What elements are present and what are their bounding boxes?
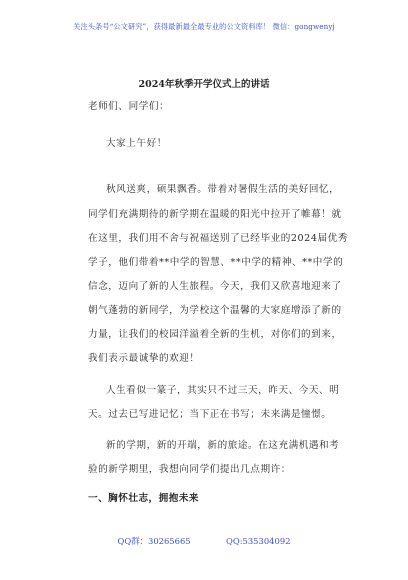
salutation: 大家上午好！ <box>106 138 167 149</box>
paragraph-line: 我们表示最诚挚的欢迎！ <box>88 353 200 364</box>
paragraph-line: 人生看似一篆子，其实只不过三天，昨天、今天、明 <box>106 385 340 396</box>
section-heading: 一、胸怀壮志，拥抱未来 <box>88 493 200 504</box>
paragraph-line: 同学们充满期待的新学期在温暖的阳光中拉开了帷幕！就 <box>88 209 342 220</box>
paragraph-line: 验的新学期里，我想向同学们提出几点期许： <box>88 464 291 475</box>
greeting: 老师们、同学们： <box>88 101 170 112</box>
qq-group-link[interactable]: QQ群：30265665 <box>117 536 191 546</box>
paragraph-line: 天。过去已写进记忆；当下正在书写；未来满是憧憬。 <box>88 409 332 420</box>
document-title: 2024年秋季开学仪式上的讲话 <box>138 79 270 90</box>
footer <box>0 535 408 547</box>
paragraph-line: 在这里，我们用不舍与祝福送别了已经毕业的2024届优秀 <box>88 233 348 244</box>
paragraph-line: 信念，迈向了新的人生旅程。今天，我们又欣喜地迎来了 <box>88 281 342 292</box>
qq-link[interactable]: QQ:535304092 <box>225 536 291 546</box>
paragraph-line: 朝气蓬勃的新同学，为学校这个温馨的大家庭增添了新的 <box>88 305 342 316</box>
paragraph-line: 学子，他们带着**中学的智慧、**中学的精神、**中学的 <box>88 257 344 268</box>
paragraph-line: 力量，让我们的校园洋溢着全新的生机，对你们的到来， <box>88 329 342 340</box>
paragraph-line: 新的学期，新的开端，新的旅途。在这充满机遇和考 <box>106 440 340 451</box>
header-banner: 关注头条号“公文研究”，获得最新最全最专业的公文资料库！ 微信：gongwenyj <box>73 22 335 31</box>
paragraph-line: 秋风送爽，硕果飘香。带着对暑假生活的美好回忆， <box>106 184 340 195</box>
